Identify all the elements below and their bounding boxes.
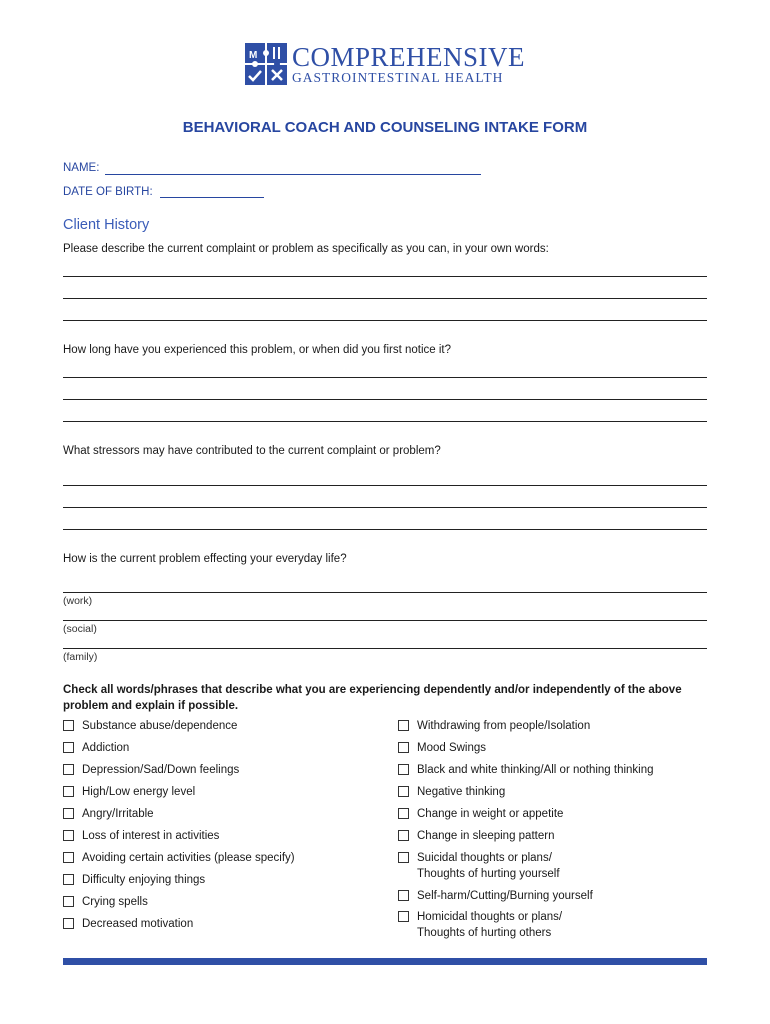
checkbox-label: Avoiding certain activities (please specify) <box>82 852 295 864</box>
answer-line[interactable] <box>63 377 707 378</box>
checkbox-label: Angry/Irritable <box>82 808 154 820</box>
checkbox-label: Decreased motivation <box>82 918 194 930</box>
checkbox-label: Substance abuse/dependence <box>82 720 238 732</box>
checkbox-label: Mood Swings <box>417 742 487 754</box>
logo-title: COMPREHENSIVE <box>292 42 526 72</box>
checkbox-item[interactable] <box>63 852 295 866</box>
checkbox[interactable] <box>63 852 74 863</box>
checkbox-item[interactable] <box>63 918 193 932</box>
checkbox[interactable] <box>63 874 74 885</box>
checkbox-item[interactable] <box>63 808 154 822</box>
checklist-intro: Check all words/phrases that describe what you are experiencing dependently and/or independently of the above problem and explain if possible. <box>63 684 682 712</box>
checkbox-label <box>417 850 560 882</box>
answer-line[interactable] <box>63 485 707 486</box>
answer-line[interactable] <box>63 399 707 400</box>
checkbox-item[interactable] <box>398 764 654 778</box>
svg-text:M: M <box>249 50 258 61</box>
question-complaint: Please describe the current complaint or problem as specifically as you can, in your own words: <box>63 243 549 255</box>
answer-line-social[interactable] <box>63 620 707 621</box>
checkbox-label-line: Thoughts of hurting others <box>417 927 552 939</box>
question-everyday-life: How is the current problem effecting your everyday life? <box>63 553 347 565</box>
checkbox[interactable] <box>63 786 74 797</box>
checkbox[interactable] <box>398 911 409 922</box>
checkbox[interactable] <box>398 830 409 841</box>
checkbox-item[interactable] <box>63 874 205 888</box>
checkbox-item[interactable] <box>63 896 148 910</box>
checkbox-item[interactable] <box>398 890 593 904</box>
checkbox[interactable] <box>398 764 409 775</box>
checkbox[interactable] <box>63 896 74 907</box>
checkbox-label: Loss of interest in activities <box>82 830 220 842</box>
answer-line-family[interactable] <box>63 648 707 649</box>
checkbox-label: Change in sleeping pattern <box>417 830 555 842</box>
checkbox-label: Change in weight or appetite <box>417 808 564 820</box>
checkbox-label: Addiction <box>82 742 130 754</box>
question-stressors: What stressors may have contributed to the current complaint or problem? <box>63 445 441 457</box>
answer-line[interactable] <box>63 276 707 277</box>
checkbox-item[interactable] <box>398 786 505 800</box>
checkbox-label: Depression/Sad/Down feelings <box>82 764 240 776</box>
checkbox[interactable] <box>398 786 409 797</box>
checkbox-item[interactable] <box>63 764 239 778</box>
checkbox-label: Difficulty enjoying things <box>82 874 206 886</box>
checkbox[interactable] <box>63 764 74 775</box>
checkbox-item[interactable] <box>398 911 562 941</box>
checkbox-item[interactable] <box>398 742 486 756</box>
work-label: (work) <box>63 595 93 607</box>
answer-line[interactable] <box>63 320 707 321</box>
logo-mark <box>245 43 287 85</box>
dob-label: DATE OF BIRTH: <box>63 186 153 198</box>
checkbox-item[interactable] <box>63 720 237 734</box>
answer-line[interactable] <box>63 421 707 422</box>
form-title: BEHAVIORAL COACH AND COUNSELING INTAKE FORM <box>182 119 588 136</box>
checkbox-label: Withdrawing from people/Isolation <box>417 720 591 732</box>
checkbox[interactable] <box>63 808 74 819</box>
answer-line-work[interactable] <box>63 592 707 593</box>
checkbox-label-line: Homicidal thoughts or plans/ <box>417 911 563 923</box>
dob-field[interactable] <box>160 197 264 198</box>
checkbox[interactable] <box>398 720 409 731</box>
checkbox[interactable] <box>398 742 409 753</box>
logo-subtitle: GASTROINTESTINAL HEALTH <box>292 70 504 85</box>
footer-bar <box>63 958 707 965</box>
checkbox-item[interactable] <box>63 830 219 844</box>
name-field[interactable] <box>105 174 481 175</box>
checkbox[interactable] <box>63 742 74 753</box>
checkbox-item[interactable] <box>398 852 560 882</box>
checkbox[interactable] <box>398 890 409 901</box>
checkbox-label: High/Low energy level <box>82 786 196 798</box>
checkbox[interactable] <box>63 830 74 841</box>
checkbox-label: Negative thinking <box>417 786 506 798</box>
checkbox-item[interactable] <box>63 742 129 756</box>
question-duration: How long have you experienced this problem, or when did you first notice it? <box>63 344 452 356</box>
social-label: (social) <box>63 623 97 635</box>
checkbox[interactable] <box>63 918 74 929</box>
checkbox[interactable] <box>63 720 74 731</box>
checkbox-item[interactable] <box>398 808 563 822</box>
checkbox-item[interactable] <box>398 720 590 734</box>
checkbox-item[interactable] <box>398 830 554 844</box>
answer-line[interactable] <box>63 298 707 299</box>
logo-puzzle-icon <box>245 43 287 85</box>
checkbox-label: Self-harm/Cutting/Burning yourself <box>417 890 593 902</box>
checkbox[interactable] <box>398 852 409 863</box>
name-label: NAME: <box>63 162 100 174</box>
checkbox-label: Black and white thinking/All or nothing thinking <box>417 764 654 776</box>
checkbox-item[interactable] <box>63 786 195 800</box>
checkbox-label <box>417 909 562 941</box>
answer-line[interactable] <box>63 529 707 530</box>
checkbox[interactable] <box>398 808 409 819</box>
checkbox-label: Crying spells <box>82 896 148 908</box>
family-label: (family) <box>63 651 98 663</box>
checkbox-label-line: Suicidal thoughts or plans/ <box>417 852 552 864</box>
section-heading: Client History <box>63 217 150 233</box>
checkbox-label-line: Thoughts of hurting yourself <box>417 868 560 880</box>
answer-line[interactable] <box>63 507 707 508</box>
